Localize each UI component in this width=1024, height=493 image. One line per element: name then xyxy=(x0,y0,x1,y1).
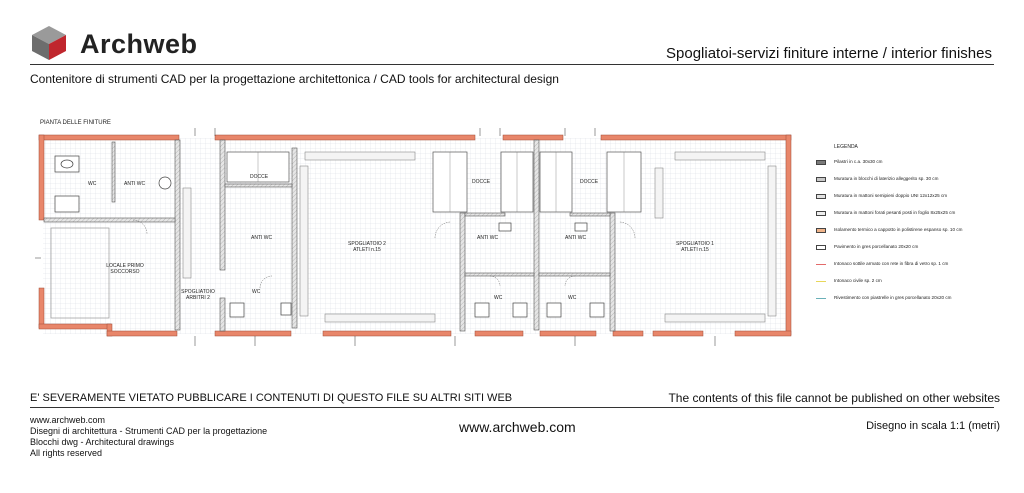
room-label-anti-wc-left: ANTI WC xyxy=(124,181,146,187)
room-label-wc-top: WC xyxy=(88,181,97,187)
footer-line-dwg: Blocchi dwg - Architectural drawings xyxy=(30,437,175,447)
room-label-anti-wc-1: ANTI WC xyxy=(565,235,587,241)
notice-english: The contents of this file cannot be published on other websites xyxy=(668,391,1000,405)
room-label-pronto-soccorso: LOCALE PRIMO SOCCORSO xyxy=(106,263,144,275)
room-label-spogliatoio-arbitri: SPOGLIATOIO ARBITRI 2 xyxy=(181,289,215,301)
page-title: Spogliatoi-servizi finiture interne / interior finishes xyxy=(666,45,992,62)
room-label-docce-2: DOCCE xyxy=(472,179,491,185)
room-label-spogliatoio-1: SPOGLIATOIO 1 ATLETI n.15 xyxy=(676,241,714,253)
legend-swatch xyxy=(816,264,826,265)
legend-item-label: Intonaco civile sp. 2 cm xyxy=(834,278,882,283)
legend-swatch xyxy=(816,245,826,250)
legend-item-label: Pilastri in c.a. 30x30 cm xyxy=(834,159,883,164)
legend-item-label: Isolamento termico a cappotto in polistirene espanso sp. 10 cm xyxy=(834,227,963,232)
legend-item-label: Muratura in mattoni forati pesanti posti in foglio 8x25x25 cm xyxy=(834,210,956,215)
footer-center-url[interactable]: www.archweb.com xyxy=(459,419,576,435)
legend-swatch xyxy=(816,177,826,182)
room-label-wc-arbitri: WC xyxy=(252,289,261,295)
notice-italian: E' SEVERAMENTE VIETATO PUBBLICARE I CONTENUTI DI QUESTO FILE SU ALTRI SITI WEB xyxy=(30,392,513,404)
legend-item-label: Rivestimento con piastrelle in gres porcellanato 20x20 cm xyxy=(834,295,952,300)
plan-title: PIANTA DELLE FINITURE xyxy=(40,120,111,126)
legend-item-label: Intonaco sottile armato con rete in fibra di vetro sp. 1 cm xyxy=(834,261,949,266)
legend-swatch xyxy=(816,281,826,282)
legend-swatch xyxy=(816,298,826,299)
legend-swatch xyxy=(816,194,826,199)
legend-title: LEGENDA xyxy=(834,144,858,150)
room-label-anti-wc-arbitri: ANTI WC xyxy=(251,235,273,241)
legend-swatch xyxy=(816,160,826,165)
brand-name: Archweb xyxy=(80,29,198,59)
footer-line-cad: Disegni di architettura - Strumenti CAD per la progettazione xyxy=(30,426,268,436)
room-label-spogliatoio-2: SPOGLIATOIO 2 ATLETI n.15 xyxy=(348,241,386,253)
drawing-scale: Disegno in scala 1:1 (metri) xyxy=(866,420,1000,432)
room-label-anti-wc-2: ANTI WC xyxy=(477,235,499,241)
legend-item-label: Muratura in blocchi di laterizio alleggerito sp. 30 cm xyxy=(834,176,939,181)
footer-line-rights: All rights reserved xyxy=(30,448,103,458)
room-label-wc-2: WC xyxy=(494,295,503,301)
archweb-logo-icon xyxy=(30,25,68,61)
header-divider xyxy=(30,64,994,65)
legend-swatch xyxy=(816,211,826,216)
legend-item-label: Muratura in mattoni semipieni doppio UNI 12x12x25 cm xyxy=(834,193,948,198)
room-label-wc-1: WC xyxy=(568,295,577,301)
page-subtitle: Contenitore di strumenti CAD per la progettazione architettonica / CAD tools for architectural design xyxy=(30,72,559,86)
footer-divider xyxy=(30,407,994,408)
room-label-docce-left: DOCCE xyxy=(250,174,269,180)
floor-plan-drawing xyxy=(35,128,797,350)
legend-item-label: Pavimento in gres porcellanato 20x20 cm xyxy=(834,244,919,249)
footer-line-url[interactable]: www.archweb.com xyxy=(30,415,106,425)
room-label-docce-1: DOCCE xyxy=(580,179,599,185)
legend-swatch xyxy=(816,228,826,233)
